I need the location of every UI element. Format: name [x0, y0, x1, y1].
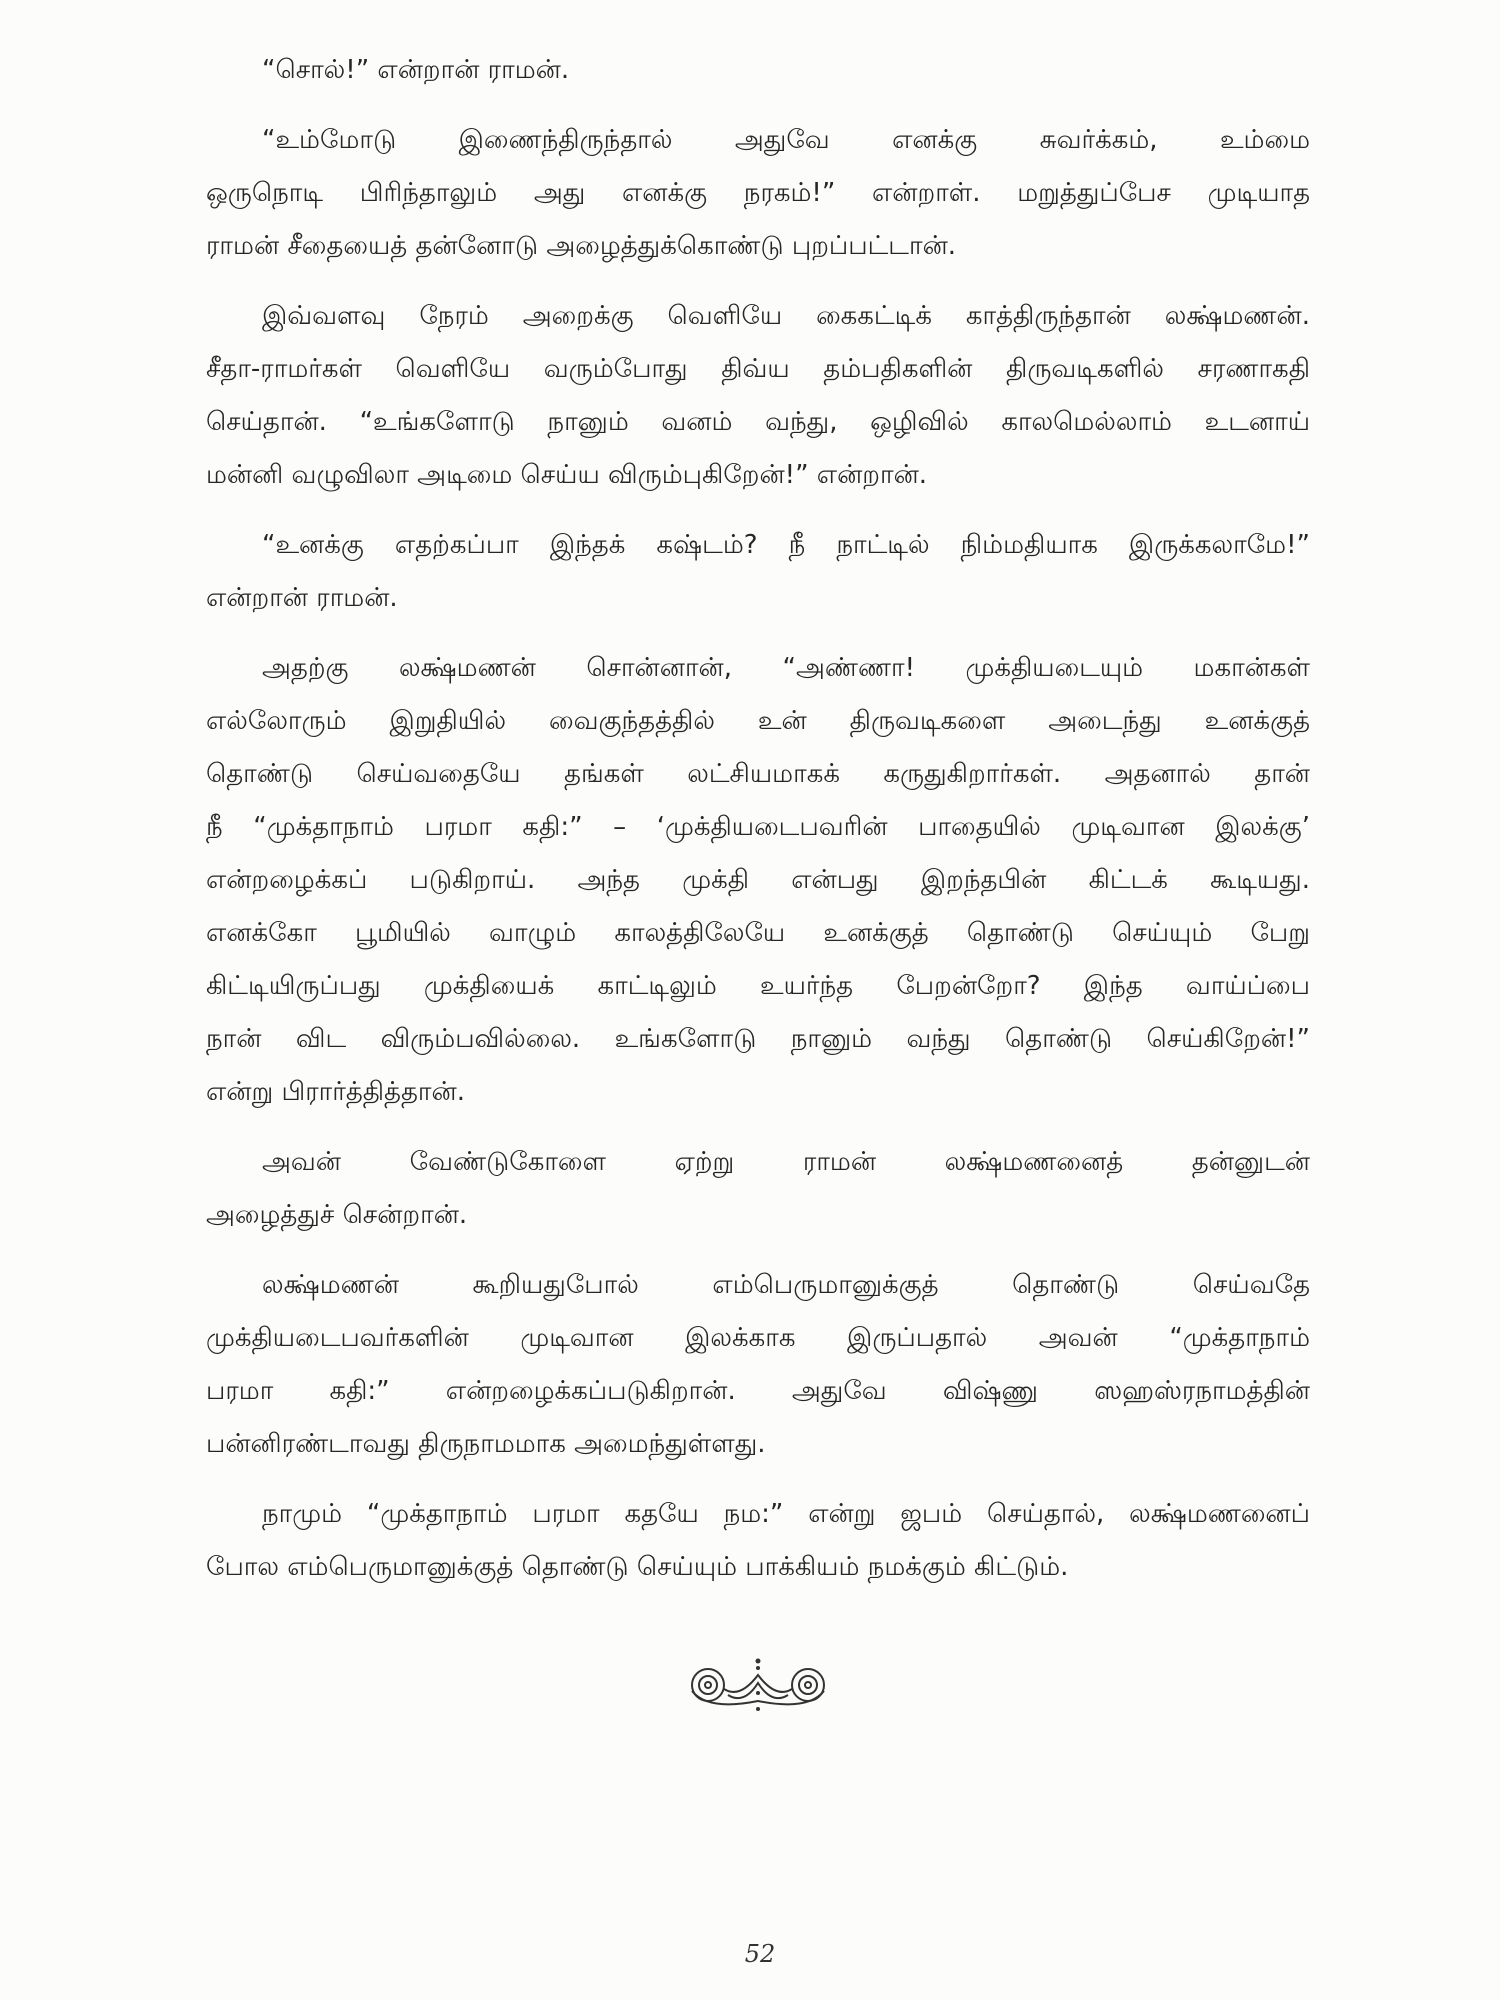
- text-line: என்று பிரார்த்தித்தான்.: [206, 1077, 465, 1107]
- text-line: அவன் வேண்டுகோளை ஏற்று ராமன் லக்ஷ்மணனைத் தன்னுடன்: [262, 1147, 1310, 1177]
- text-line: “உம்மோடு இணைந்திருந்தால் அதுவே எனக்கு சுவர்க்கம், உம்மை: [262, 125, 1310, 155]
- text-line: மன்னி வழுவிலா அடிமை செய்ய விரும்புகிறேன்!” என்றான்.: [206, 460, 928, 490]
- paragraph: [206, 519, 1310, 625]
- paragraph: [206, 114, 1310, 273]
- text-line: எல்லோரும் இறுதியில் வைகுந்தத்தில் உன் திருவடிகளை அடைந்து உனக்குத்: [206, 706, 1310, 736]
- text-line: முக்தியடைபவர்களின் முடிவான இலக்காக இருப்பதால் அவன் “முக்தாநாம்: [206, 1323, 1310, 1353]
- text-line: என்றான் ராமன்.: [206, 583, 398, 613]
- scroll-flourish-icon: [678, 1655, 838, 1715]
- text-line: போல எம்பெருமானுக்குத் தொண்டு செய்யும் பாக்கியம் நமக்கும் கிட்டும்.: [206, 1552, 1069, 1582]
- text-line: கிட்டியிருப்பது முக்தியைக் காட்டிலும் உயர்ந்த பேறன்றோ? இந்த வாய்ப்பை: [206, 971, 1310, 1001]
- text-line: பரமா கதி:” என்றழைக்கப்படுகிறான். அதுவே விஷ்ணு ஸஹஸ்ரநாமத்தின்: [206, 1376, 1310, 1406]
- text-line: ராமன் சீதையைத் தன்னோடு அழைத்துக்கொண்டு புறப்பட்டான்.: [206, 231, 957, 261]
- paragraph: [206, 1136, 1310, 1242]
- text-line: ஒருநொடி பிரிந்தாலும் அது எனக்கு நரகம்!” என்றாள். மறுத்துப்பேச முடியாத: [206, 178, 1310, 208]
- text-line: அழைத்துச் சென்றான்.: [206, 1200, 468, 1230]
- text-line: லக்ஷ்மணன் கூறியதுபோல் எம்பெருமானுக்குத் தொண்டு செய்வதே: [262, 1270, 1310, 1300]
- text-line: எனக்கோ பூமியில் வாழும் காலத்திலேயே உனக்குத் தொண்டு செய்யும் பேறு: [206, 918, 1310, 948]
- page-body: [206, 44, 1310, 1611]
- text-line: நாமும் “முக்தாநாம் பரமா கதயே நம:” என்று ஜபம் செய்தால், லக்ஷ்மணனைப்: [262, 1499, 1310, 1529]
- paragraph: [206, 1488, 1310, 1594]
- text-line: “உனக்கு எதற்கப்பா இந்தக் கஷ்டம்? நீ நாட்டில் நிம்மதியாக இருக்கலாமே!”: [262, 530, 1310, 560]
- text-line: நான் விட விரும்பவில்லை. உங்களோடு நானும் வந்து தொண்டு செய்கிறேன்!”: [206, 1024, 1310, 1054]
- text-line: செய்தான். “உங்களோடு நானும் வனம் வந்து, ஒழிவில் காலமெல்லாம் உடனாய்: [206, 407, 1310, 437]
- text-line: அதற்கு லக்ஷ்மணன் சொன்னான், “அண்ணா! முக்தியடையும் மகான்கள்: [262, 653, 1310, 683]
- text-line: சீதா-ராமர்கள் வெளியே வரும்போது திவ்ய தம்பதிகளின் திருவடிகளில் சரணாகதி: [206, 354, 1310, 384]
- paragraph: [206, 44, 1310, 97]
- paragraph: [206, 1259, 1310, 1471]
- text-line: தொண்டு செய்வதையே தங்கள் லட்சியமாகக் கருதுகிறார்கள். அதனால் தான்: [206, 759, 1310, 789]
- text-line: என்றழைக்கப் படுகிறாய். அந்த முக்தி என்பது இறந்தபின் கிட்டக் கூடியது.: [206, 865, 1310, 895]
- text-line: “சொல்!” என்றான் ராமன்.: [262, 55, 570, 85]
- paragraph: [206, 642, 1310, 1119]
- page-number: 52: [744, 1940, 776, 1968]
- text-line: பன்னிரண்டாவது திருநாமமாக அமைந்துள்ளது.: [206, 1429, 766, 1459]
- text-line: இவ்வளவு நேரம் அறைக்கு வெளியே கைகட்டிக் காத்திருந்தான் லக்ஷ்மணன்.: [262, 301, 1310, 331]
- paragraph: [206, 290, 1310, 502]
- text-line: நீ “முக்தாநாம் பரமா கதி:” – ‘முக்தியடைபவரின் பாதையில் முடிவான இலக்கு’: [206, 812, 1310, 842]
